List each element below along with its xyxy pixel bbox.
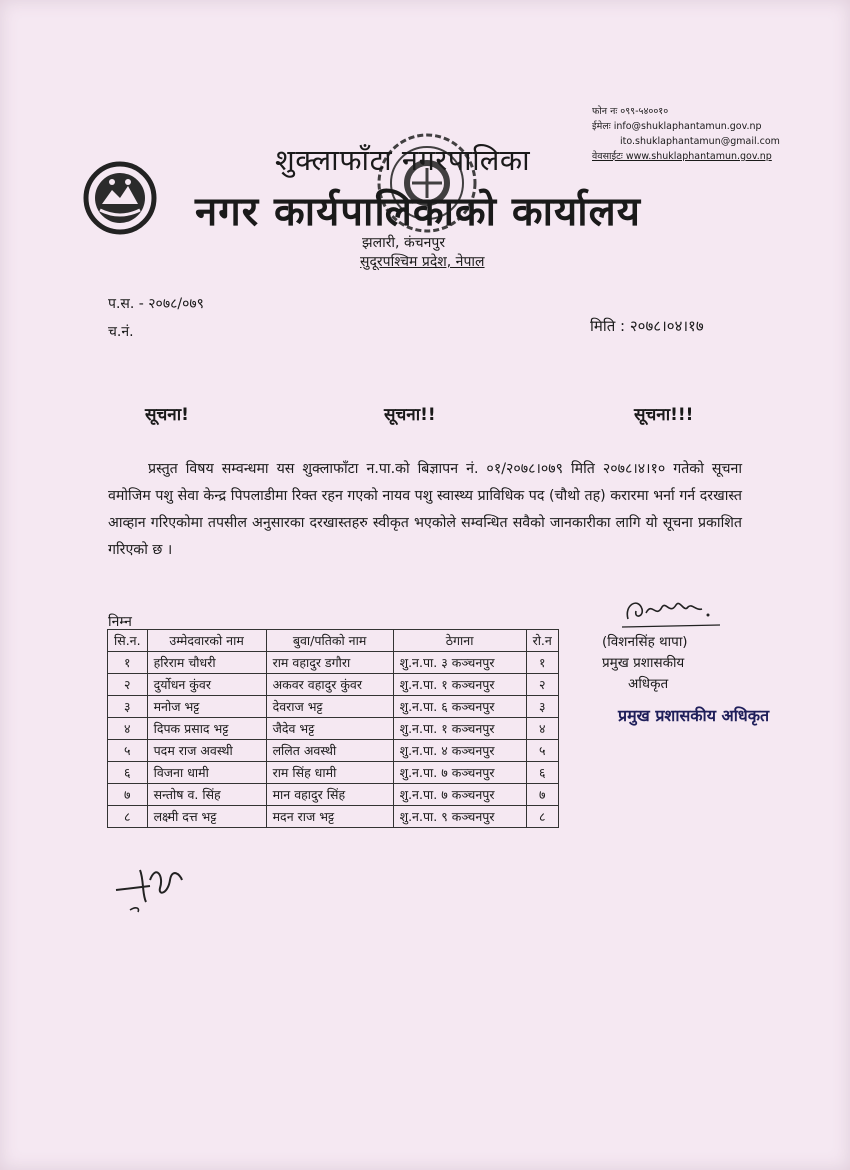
table-row xyxy=(108,674,559,696)
cell-candidate-name: हरिराम चौधरी xyxy=(147,652,266,674)
contact-block xyxy=(592,104,780,164)
signatory-title-line2: अधिकृत xyxy=(628,676,669,692)
cell-serial: २ xyxy=(108,674,148,696)
dispatch-number: च.नं. xyxy=(108,324,134,340)
table-row xyxy=(108,762,559,784)
list-label: निम्न xyxy=(108,614,132,630)
table-header-row xyxy=(108,630,559,652)
cell-roll-number: ६ xyxy=(526,762,558,784)
cell-candidate-name: सन्तोष व. सिंह xyxy=(147,784,266,806)
cell-address: शु.न.पा. १ कञ्चनपुर xyxy=(393,674,526,696)
cell-roll-number: ५ xyxy=(526,740,558,762)
notice-title-2: सूचना!! xyxy=(384,405,436,425)
email-secondary: ito.shuklaphantamun@gmail.com xyxy=(620,136,780,147)
cell-address: शु.न.पा. ३ कञ्चनपुर xyxy=(393,652,526,674)
cell-parent-name: मान वहादुर सिंह xyxy=(266,784,393,806)
table-row xyxy=(108,806,559,828)
cell-candidate-name: विजना धामी xyxy=(147,762,266,784)
cell-parent-name: अकवर वहादुर कुंवर xyxy=(266,674,393,696)
cell-candidate-name: मनोज भट्ट xyxy=(147,696,266,718)
candidate-table xyxy=(107,629,559,828)
cell-parent-name: देवराज भट्ट xyxy=(266,696,393,718)
signatory-title: प्रमुख प्रशासकीय xyxy=(602,655,685,671)
website-link[interactable]: वेवसाईटः www.shuklaphantamun.gov.np xyxy=(592,151,772,162)
notice-title-3: सूचना!!! xyxy=(634,405,694,425)
office-address: झलारी, कंचनपुर xyxy=(362,235,446,251)
cell-address: शु.न.पा. ६ कञ्चनपुर xyxy=(393,696,526,718)
header-candidate-name: उम्मेदवारको नाम xyxy=(147,630,266,652)
cell-parent-name: राम सिंह धामी xyxy=(266,762,393,784)
cell-serial: ३ xyxy=(108,696,148,718)
cell-roll-number: ८ xyxy=(526,806,558,828)
reference-number: प.स. - २०७८/०७९ xyxy=(108,296,204,312)
nepal-emblem-icon xyxy=(82,160,158,236)
cell-roll-number: १ xyxy=(526,652,558,674)
cell-serial: १ xyxy=(108,652,148,674)
email-primary: ईमेलः info@shuklaphantamun.gov.np xyxy=(592,121,762,132)
notice-date: मिति : २०७८।०४।१७ xyxy=(590,317,704,335)
cell-candidate-name: लक्ष्मी दत्त भट्ट xyxy=(147,806,266,828)
cell-roll-number: ४ xyxy=(526,718,558,740)
office-name: नगर कार्यपालिकाको कार्यालय xyxy=(195,189,641,235)
cell-candidate-name: पदम राज अवस्थी xyxy=(147,740,266,762)
office-province: सुदूरपश्चिम प्रदेश, नेपाल xyxy=(360,254,485,270)
cell-address: शु.न.पा. ७ कञ्चनपुर xyxy=(393,784,526,806)
table-row xyxy=(108,784,559,806)
cell-candidate-name: दिपक प्रसाद भट्ट xyxy=(147,718,266,740)
municipality-name: शुक्लाफाँटा नगरपालिका xyxy=(275,143,531,177)
cell-roll-number: ७ xyxy=(526,784,558,806)
cell-parent-name: मदन राज भट्ट xyxy=(266,806,393,828)
signatory-name: (विशनसिंह थापा) xyxy=(602,634,688,650)
header-serial: सि.न. xyxy=(108,630,148,652)
cell-serial: ५ xyxy=(108,740,148,762)
table-row xyxy=(108,740,559,762)
cell-serial: ४ xyxy=(108,718,148,740)
table-row xyxy=(108,696,559,718)
signature-icon xyxy=(622,593,722,629)
cell-roll-number: ३ xyxy=(526,696,558,718)
phone-number: फोन नः ०९९-५४००१० xyxy=(592,106,669,117)
cell-address: शु.न.पा. १ कञ्चनपुर xyxy=(393,718,526,740)
table-row xyxy=(108,652,559,674)
cell-address: शु.न.पा. ७ कञ्चनपुर xyxy=(393,762,526,784)
cell-address: शु.न.पा. ४ कञ्चनपुर xyxy=(393,740,526,762)
cell-serial: ६ xyxy=(108,762,148,784)
header-roll-number: रो.न xyxy=(526,630,558,652)
cell-roll-number: २ xyxy=(526,674,558,696)
header-address: ठेगाना xyxy=(393,630,526,652)
signatory-block xyxy=(602,632,688,695)
cell-parent-name: राम वहादुर डगौरा xyxy=(266,652,393,674)
cell-serial: ७ xyxy=(108,784,148,806)
cell-candidate-name: दुर्योधन कुंवर xyxy=(147,674,266,696)
cell-parent-name: जैदेव भट्ट xyxy=(266,718,393,740)
notice-body: प्रस्तुत विषय सम्वन्धमा यस शुक्लाफाँटा न.पा.को बिज्ञापन नं. ०१/२०७८।०७९ मिति २०७८।४।१० गतेको सूचना वमोजिम पशु सेवा केन्द्र पिपलाडीमा रिक्त रहन गएको नायव पशु स्वास्थ्य प्राविधिक पद (चौथो तह) करारमा भर्ना गर्न दरखास्त आव्हान गरिएकोमा तपसील अनुसारका दरखास्तहरु स्वीकृत भएकोले सम्वन्धित सवैको जानकारीका लागि यो सूचना प्रकाशित गरिएको छ । xyxy=(108,461,742,558)
initial-signature-icon xyxy=(110,850,190,920)
designation-stamp: प्रमुख प्रशासकीय अधिकृत xyxy=(618,706,770,725)
cell-parent-name: ललित अवस्थी xyxy=(266,740,393,762)
cell-serial: ८ xyxy=(108,806,148,828)
header-parent-name: बुवा/पतिको नाम xyxy=(266,630,393,652)
notice-title-1: सूचना! xyxy=(145,405,189,425)
table-row xyxy=(108,718,559,740)
cell-address: शु.न.पा. ९ कञ्चनपुर xyxy=(393,806,526,828)
